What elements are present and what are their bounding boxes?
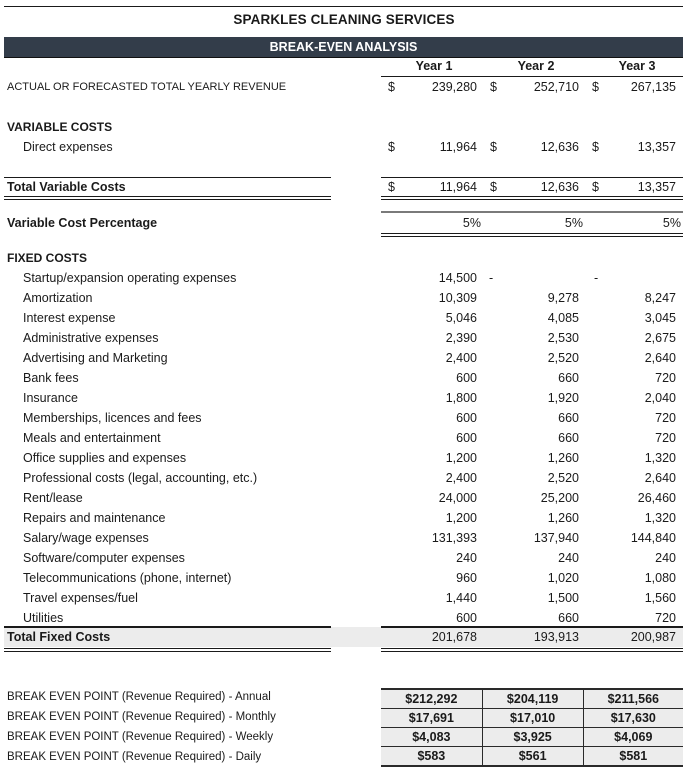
- fixed-cost-year-2: 2,530: [547, 331, 579, 345]
- rule: [381, 236, 683, 237]
- fixed-cost-label: Interest expense: [23, 311, 116, 325]
- revenue-year-2: 252,710: [533, 80, 579, 94]
- break-even-annual-year-1: $212,292: [381, 689, 482, 709]
- break-even-monthly-row: [381, 709, 683, 728]
- fixed-cost-label: Rent/lease: [23, 491, 83, 505]
- fixed-cost-label: Utilities: [23, 611, 64, 625]
- revenue-year-1: 239,280: [431, 80, 477, 94]
- fixed-cost-label: Advertising and Marketing: [23, 351, 168, 365]
- fixed-cost-year-2: 660: [558, 611, 579, 625]
- fixed-cost-row: [0, 568, 688, 588]
- revenue-year-3: 267,135: [630, 80, 676, 94]
- fixed-cost-year-1: 1,200: [445, 511, 477, 525]
- fixed-cost-label: Software/computer expenses: [23, 551, 185, 565]
- fixed-cost-row: [0, 308, 688, 328]
- year-1-header: Year 1: [415, 59, 453, 73]
- break-even-daily-label: BREAK EVEN POINT (Revenue Required) - Daily: [7, 751, 262, 763]
- fixed-cost-row: [0, 328, 688, 348]
- fixed-cost-label: Amortization: [23, 291, 93, 305]
- rule: [381, 651, 683, 652]
- fixed-cost-label: Salary/wage expenses: [23, 531, 149, 545]
- currency-symbol: $: [388, 180, 395, 194]
- fixed-cost-year-2: 9,278: [547, 291, 579, 305]
- fixed-cost-year-3: 1,560: [644, 591, 676, 605]
- break-even-monthly-year-2: $17,010: [482, 709, 583, 728]
- total-fixed-costs-row: [0, 627, 688, 647]
- fixed-cost-year-2: 660: [558, 411, 579, 425]
- currency-symbol: $: [490, 140, 497, 154]
- fixed-cost-year-2: 25,200: [540, 491, 579, 505]
- fixed-cost-year-3: 26,460: [637, 491, 676, 505]
- break-even-weekly-row: [381, 728, 683, 747]
- direct-expenses-row: [0, 137, 688, 157]
- fixed-cost-label: Administrative expenses: [23, 331, 159, 345]
- fixed-cost-row: [0, 408, 688, 428]
- variable-cost-percentage-row: [0, 213, 688, 233]
- fixed-cost-year-2: 1,020: [547, 571, 579, 585]
- break-even-weekly-year-1: $4,083: [381, 728, 482, 747]
- year-3-header: Year 3: [618, 59, 656, 73]
- total-fixed-costs-label: Total Fixed Costs: [7, 630, 111, 644]
- break-even-daily-year-1: $583: [381, 747, 482, 767]
- break-even-annual-label: BREAK EVEN POINT (Revenue Required) - Annual: [7, 691, 271, 703]
- fixed-cost-row: [0, 488, 688, 508]
- fixed-cost-label: Repairs and maintenance: [23, 511, 166, 525]
- total-variable-year-2: 12,636: [540, 180, 579, 194]
- fixed-costs-heading: FIXED COSTS: [7, 251, 88, 265]
- direct-expenses-year-2: 12,636: [540, 140, 579, 154]
- fixed-cost-year-1: 2,390: [445, 331, 477, 345]
- fixed-cost-year-3: 1,320: [644, 511, 676, 525]
- fixed-cost-year-3: 8,247: [644, 291, 676, 305]
- direct-expenses-label: Direct expenses: [23, 140, 113, 154]
- fixed-cost-year-1: 131,393: [431, 531, 477, 545]
- break-even-monthly-label: BREAK EVEN POINT (Revenue Required) - Monthly: [7, 711, 276, 723]
- fixed-cost-row: [0, 468, 688, 488]
- fixed-cost-label: Travel expenses/fuel: [23, 591, 138, 605]
- fixed-cost-row: [0, 508, 688, 528]
- fixed-cost-year-1: 5,046: [445, 311, 477, 325]
- fixed-cost-row: [0, 288, 688, 308]
- fixed-cost-year-1: 2,400: [445, 351, 477, 365]
- empty-value-dash: -: [594, 271, 599, 285]
- fixed-cost-year-2: 1,260: [547, 511, 579, 525]
- vcp-year-1: 5%: [462, 216, 481, 230]
- fixed-cost-row: [0, 368, 688, 388]
- fixed-cost-year-3: 1,320: [644, 451, 676, 465]
- fixed-cost-year-2: 1,260: [547, 451, 579, 465]
- fixed-cost-row: [0, 448, 688, 468]
- direct-expenses-year-3: 13,357: [637, 140, 676, 154]
- total-variable-costs-label: Total Variable Costs: [7, 180, 126, 194]
- direct-expenses-year-1: 11,964: [439, 140, 477, 154]
- break-even-monthly-year-3: $17,630: [583, 709, 683, 728]
- break-even-daily-year-3: $581: [583, 747, 683, 767]
- variable-costs-heading: VARIABLE COSTS: [7, 120, 113, 134]
- fixed-cost-year-2: 1,920: [547, 391, 579, 405]
- fixed-cost-year-1: 600: [456, 431, 477, 445]
- break-even-annual-year-3: $211,566: [583, 689, 683, 709]
- fixed-cost-label: Office supplies and expenses: [23, 451, 187, 465]
- fixed-cost-year-3: 720: [655, 371, 676, 385]
- currency-symbol: $: [490, 180, 497, 194]
- currency-symbol: $: [490, 80, 497, 94]
- currency-symbol: $: [592, 140, 599, 154]
- fixed-cost-year-3: 3,045: [644, 311, 676, 325]
- fixed-cost-year-1: 1,800: [445, 391, 477, 405]
- revenue-row: [0, 77, 688, 97]
- fixed-cost-year-3: 2,675: [644, 331, 676, 345]
- fixed-cost-row: [0, 348, 688, 368]
- rule: [4, 648, 331, 649]
- rule: [381, 648, 683, 649]
- fixed-cost-year-1: 600: [456, 411, 477, 425]
- fixed-cost-year-1: 10,309: [438, 291, 477, 305]
- fixed-cost-year-1: 240: [456, 551, 477, 565]
- fixed-cost-label: Bank fees: [23, 371, 79, 385]
- fixed-cost-label: Meals and entertainment: [23, 431, 161, 445]
- break-even-daily-row: [381, 747, 683, 767]
- fixed-cost-year-1: 960: [456, 571, 477, 585]
- rule: [4, 651, 331, 652]
- break-even-monthly-year-1: $17,691: [381, 709, 482, 728]
- report-banner: BREAK-EVEN ANALYSIS: [4, 37, 683, 58]
- rule: [381, 196, 683, 197]
- fixed-cost-year-3: 240: [655, 551, 676, 565]
- top-rule: [4, 6, 683, 7]
- fixed-cost-year-1: 2,400: [445, 471, 477, 485]
- rule: [381, 233, 683, 234]
- fixed-cost-label: Insurance: [23, 391, 78, 405]
- break-even-table: [381, 688, 683, 767]
- fixed-cost-year-3: 2,040: [644, 391, 676, 405]
- fixed-cost-row: [0, 548, 688, 568]
- fixed-cost-year-2: 4,085: [547, 311, 579, 325]
- fixed-cost-row: [0, 528, 688, 548]
- fixed-cost-year-3: 720: [655, 411, 676, 425]
- fixed-cost-label: Memberships, licences and fees: [23, 411, 202, 425]
- fixed-cost-label: Professional costs (legal, accounting, etc.): [23, 471, 258, 485]
- break-even-daily-year-2: $561: [482, 747, 583, 767]
- total-fixed-year-1: 201,678: [431, 630, 477, 644]
- rule: [4, 196, 331, 197]
- rule: [4, 199, 331, 200]
- company-title: SPARKLES CLEANING SERVICES: [233, 12, 455, 27]
- total-variable-costs-row: [0, 177, 688, 197]
- break-even-weekly-label: BREAK EVEN POINT (Revenue Required) - Weekly: [7, 731, 274, 743]
- break-even-weekly-year-2: $3,925: [482, 728, 583, 747]
- fixed-cost-year-1: 1,200: [445, 451, 477, 465]
- vcp-year-3: 5%: [662, 216, 681, 230]
- fixed-cost-row: [0, 268, 688, 288]
- year-2-header: Year 2: [517, 59, 555, 73]
- fixed-cost-year-3: 720: [655, 431, 676, 445]
- variable-costs-heading-row: [0, 117, 688, 137]
- fixed-cost-year-1: 600: [456, 371, 477, 385]
- fixed-cost-row: [0, 388, 688, 408]
- fixed-cost-year-3: 2,640: [644, 471, 676, 485]
- fixed-cost-label: Telecommunications (phone, internet): [23, 571, 232, 585]
- fixed-cost-year-2: 240: [558, 551, 579, 565]
- fixed-cost-row: [0, 428, 688, 448]
- currency-symbol: $: [388, 80, 395, 94]
- currency-symbol: $: [592, 80, 599, 94]
- fixed-cost-year-3: 1,080: [644, 571, 676, 585]
- fixed-cost-year-1: 1,440: [445, 591, 477, 605]
- break-even-weekly-year-3: $4,069: [583, 728, 683, 747]
- rule: [381, 199, 683, 200]
- fixed-cost-year-2: 1,500: [547, 591, 579, 605]
- revenue-label: ACTUAL OR FORECASTED TOTAL YEARLY REVENUE: [7, 81, 287, 93]
- total-variable-year-1: 11,964: [439, 180, 477, 194]
- break-even-annual-year-2: $204,119: [482, 689, 583, 709]
- fixed-cost-year-3: 144,840: [630, 531, 676, 545]
- fixed-cost-year-2: 137,940: [533, 531, 579, 545]
- fixed-cost-year-2: 2,520: [547, 351, 579, 365]
- currency-symbol: $: [592, 180, 599, 194]
- fixed-cost-row: [0, 588, 688, 608]
- fixed-cost-year-3: 2,640: [644, 351, 676, 365]
- fixed-cost-year-2: 2,520: [547, 471, 579, 485]
- vcp-year-2: 5%: [564, 216, 583, 230]
- fixed-cost-label: Startup/expansion operating expenses: [23, 271, 237, 285]
- fixed-cost-row: [0, 608, 688, 628]
- total-fixed-year-3: 200,987: [630, 630, 676, 644]
- empty-value-dash: -: [489, 271, 494, 285]
- currency-symbol: $: [388, 140, 395, 154]
- break-even-annual-row: [381, 689, 683, 709]
- total-fixed-year-2: 193,913: [533, 630, 579, 644]
- fixed-cost-year-1: 24,000: [438, 491, 477, 505]
- fixed-costs-heading-row: [0, 248, 688, 268]
- total-variable-year-3: 13,357: [637, 180, 676, 194]
- fixed-cost-year-3: 720: [655, 611, 676, 625]
- fixed-cost-year-1: 14,500: [438, 271, 477, 285]
- fixed-cost-year-2: 660: [558, 431, 579, 445]
- fixed-cost-year-1: 600: [456, 611, 477, 625]
- variable-cost-percentage-label: Variable Cost Percentage: [7, 216, 158, 230]
- fixed-cost-year-2: 660: [558, 371, 579, 385]
